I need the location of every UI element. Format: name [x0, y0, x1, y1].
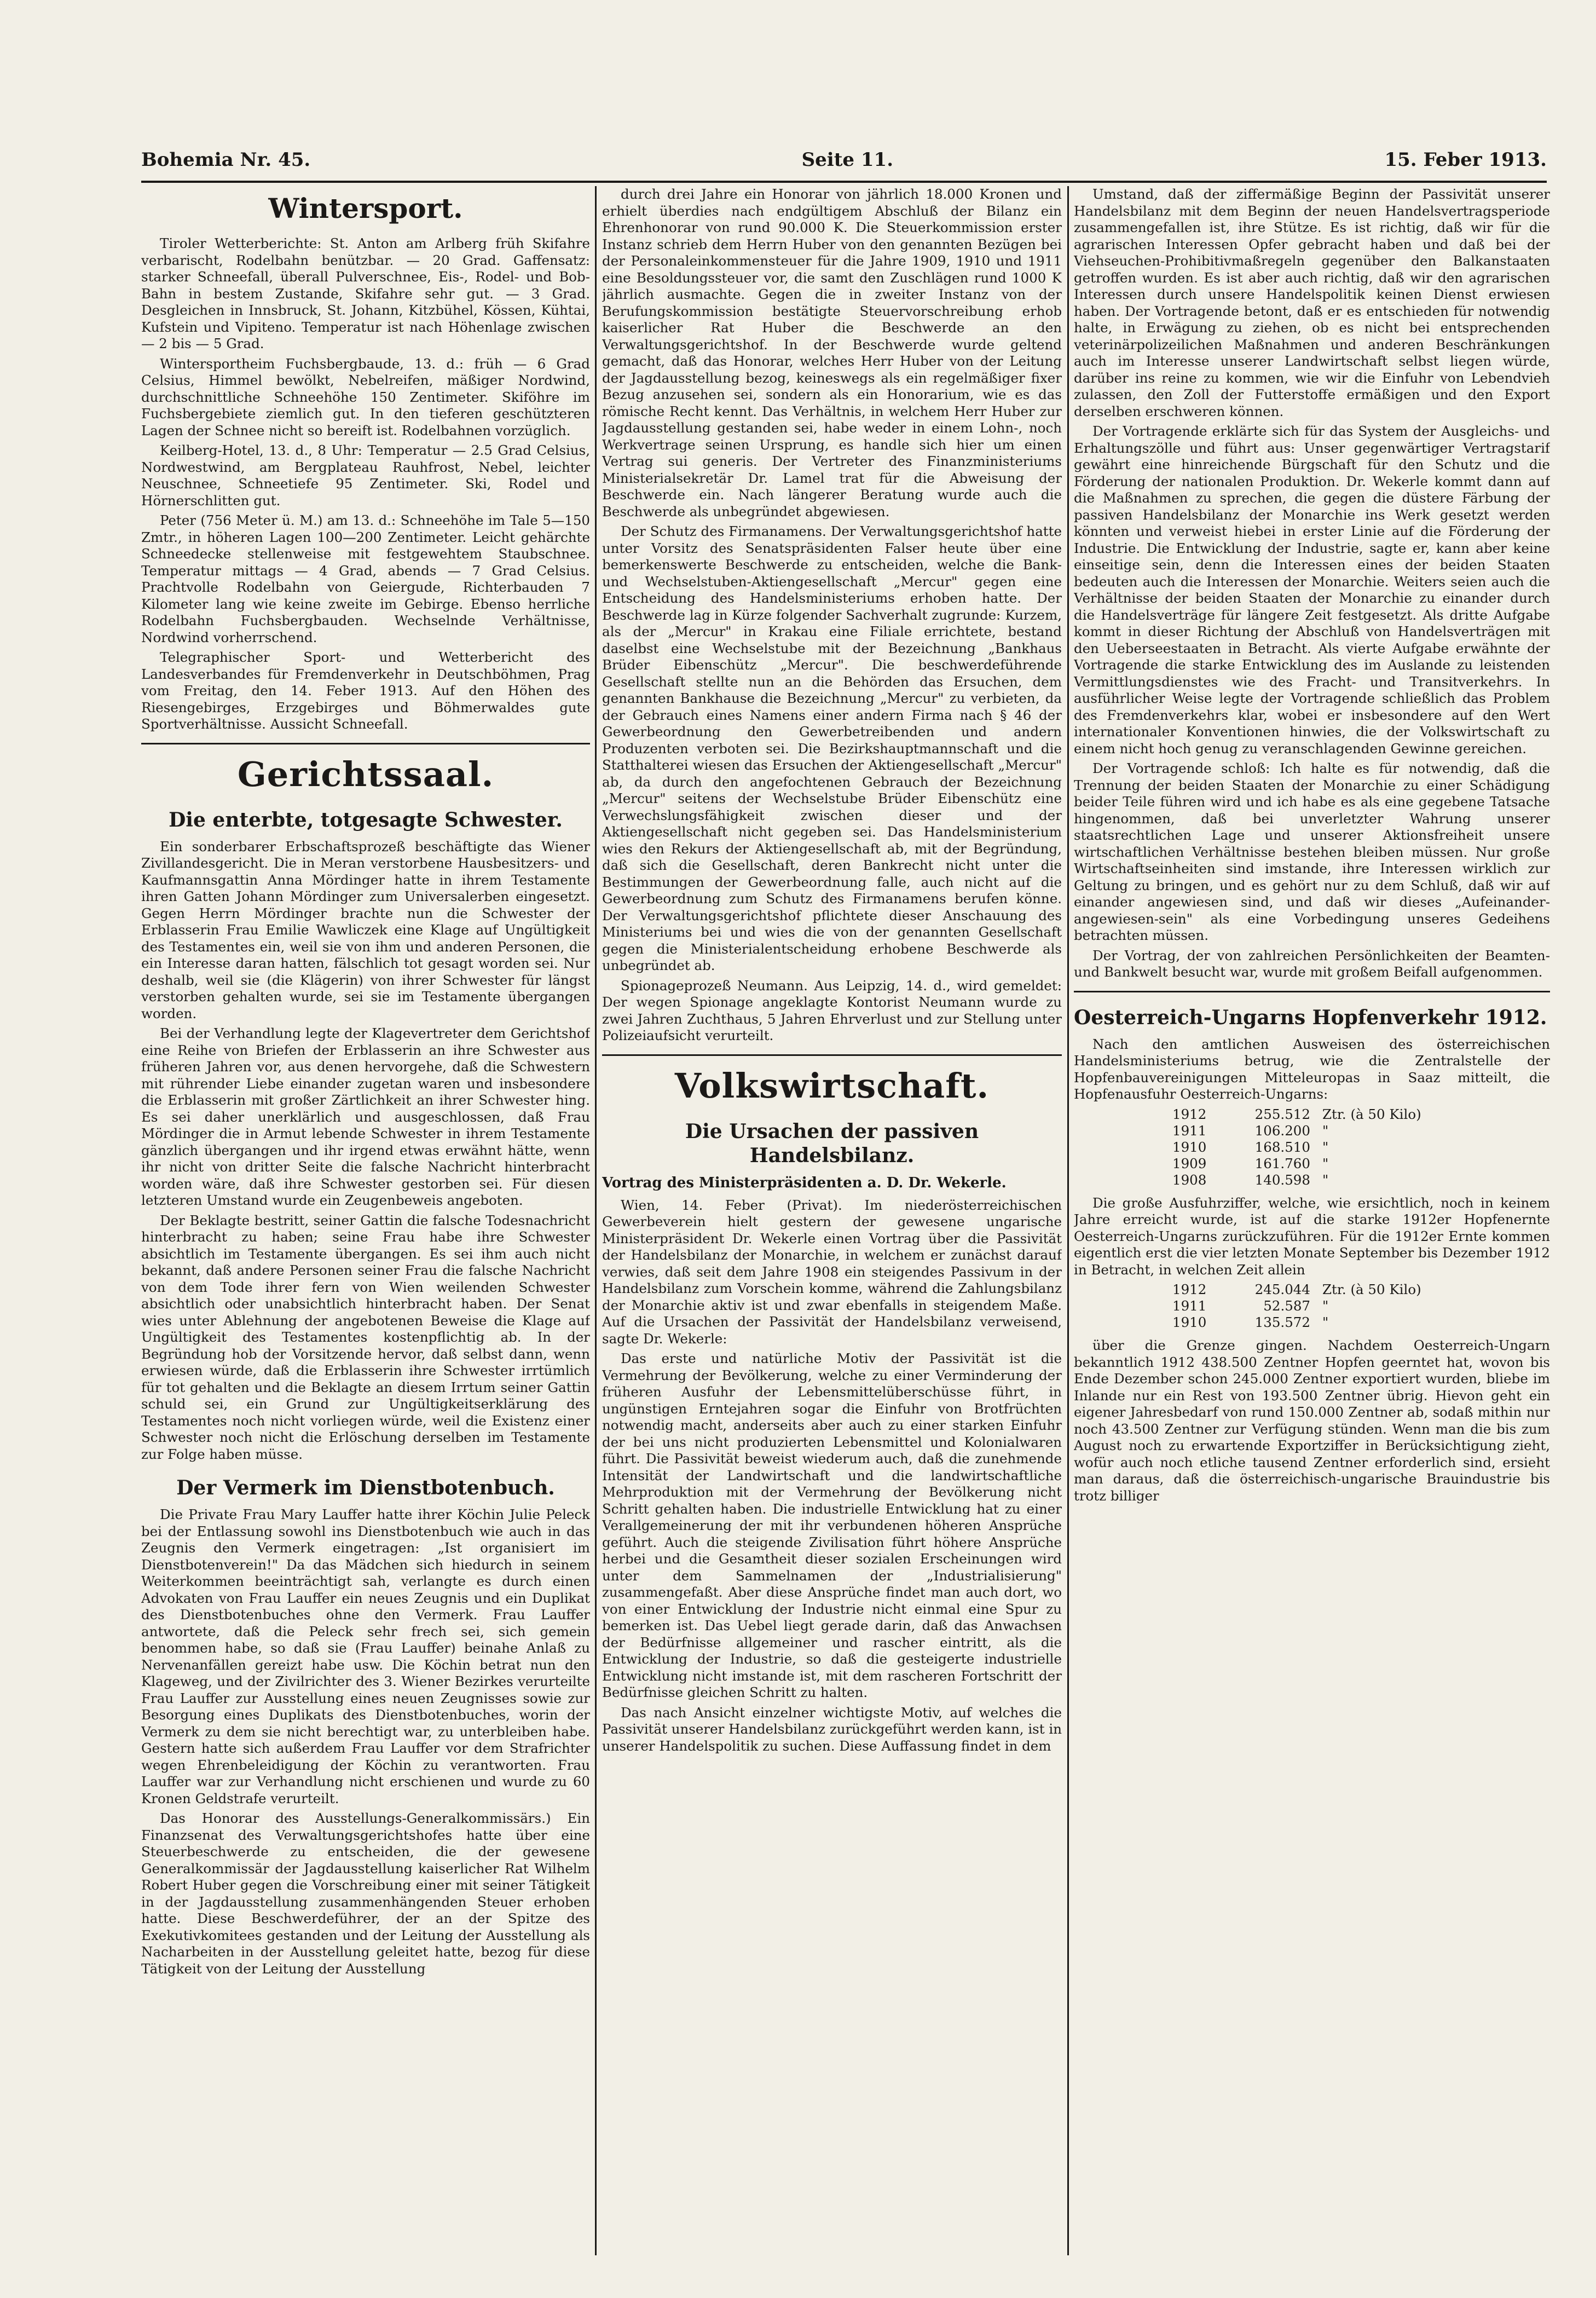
paragraph: Keilberg-Hotel, 13. d., 8 Uhr: Temperatur — 2.5 Grad Celsius, Nordwestwind, am Bergplateau Rauhfrost, Nebel, leichter Neuschnee, Schneetiefe 95 Zentimeter. Ski, Rodel und Hörnerschlitten gut.	[141, 442, 590, 509]
header-rule	[141, 181, 1547, 183]
section-title-volkswirtschaft: Volkswirtschaft.	[674, 1065, 990, 1106]
table-unit: "	[1322, 1298, 1329, 1314]
table-year: 1909	[1172, 1155, 1207, 1171]
column-divider	[1067, 186, 1069, 2255]
paragraph: Telegraphischer Sport- und Wetterbericht des Landesverbandes für Fremdenverkehr in Deutschböhmen, Prag vom Freitag, den 14. Feber 1913. Auf den Höhen des Riesengebirges, Erzgebirges und Böhmerwaldes gute Sportverhältnisse. Aussicht Schneefall.	[141, 649, 590, 732]
table-value: 135.572	[1254, 1314, 1310, 1330]
article-title: Der Vermerk im Dienstbotenbuch.	[176, 1476, 555, 1499]
table-row	[1172, 1106, 1550, 1123]
table-value: 106.200	[1254, 1122, 1310, 1139]
table-unit: "	[1322, 1139, 1329, 1155]
paragraph: Das Honorar des Ausstellungs-Generalkommissärs.) Ein Finanzsenat des Verwaltungsgerichtshofes hatte über eine Steuerbeschwerde zu entscheiden, die der gewesene Generalkommissär der Jagdausstellung kaiserlicher Rat Wilhelm Robert Huber gegen die Vorschreibung einer mit seiner Tätigkeit in der Jagdausstellung zusammenhängenden Steuer erhoben hatte. Diese Beschwerdeführer, der an der Spitze des Exekutivkomitees gestanden und der Leitung der Ausstellung als Nacharbeiten in der Ausstellung geleitet hatte, bezog für diese Tätigkeit von der Leitung der Ausstellung	[141, 1810, 590, 1977]
table-value: 245.044	[1254, 1281, 1310, 1297]
section-title-gerichtssaal: Gerichtssaal.	[237, 754, 494, 794]
table-year: 1911	[1172, 1298, 1207, 1314]
paragraph: über die Grenze gingen. Nachdem Oesterreich-Ungarn bekanntlich 1912 438.500 Zentner Hopfen geerntet hat, wovon bis Ende Dezember schon 245.000 Zentner exportiert wurden, bliebe im Inlande nur ein Rest von 193.500 Zentner übrig. Hievon geht ein eigener Jahresbedarf von rund 150.000 Zentner ab, sodaß mithin nur noch 43.500 Zentner zur Verfügung stünden. Wenn man die bis zum August noch zu erwartende Exportziffer in Berücksichtigung zieht, wofür auch noch etliche tausend Zentner erforderlich sind, ersieht man daraus, daß die österreichisch-ungarische Brauindustrie bis trotz billiger	[1074, 1337, 1550, 1504]
table-year: 1912	[1172, 1281, 1207, 1297]
section-rule	[602, 1054, 1062, 1056]
article-subtitle: Vortrag des Ministerpräsidenten a. D. Dr. Wekerle.	[602, 1174, 1007, 1191]
paragraph: Das erste und natürliche Motiv der Passivität ist die Vermehrung der Bevölkerung, welche zu einer Verminderung der früheren Ausfuhr der Lebensmittelüberschüsse führt, in ungünstigen Erntejahren sogar die Einfuhr von Brotfrüchten notwendig macht, anderseits aber auch zu einer starken Einfuhr der bei uns nicht produzierten Lebensmittel und Kolonialwaren führt. Die Passivität beweist wiederum auch, daß die zunehmende Intensität der Landwirtschaft und die landwirtschaftliche Mehrproduktion mit der Vermehrung der Bevölkerung nicht Schritt gehalten haben. Die industrielle Entwicklung hat zu einer Verallgemeinerung der mit ihr verbundenen höheren Ansprüche geführt. Auch die steigende Zivilisation führt höhere Ansprüche herbei und die Gesamtheit dieser sozialen Erscheinungen wird unter dem Sammelnamen der „Industrialisierung" zusammengefaßt. Aber diese Ansprüche findet man auch dort, wo von einer Entwicklung der Industrie nicht einmal eine Spur zu bemerken ist. Das Uebel liegt gerade darin, daß das Anwachsen der Bedürfnisse allgemeiner und rascher eintritt, als die Entwicklung der Industrie, so daß die gesteigerte industrielle Entwicklung nicht imstande ist, mit dem rascheren Fortschritt der Bedürfnisse gleichen Schritt zu halten.	[602, 1350, 1062, 1700]
table-year: 1910	[1172, 1314, 1207, 1330]
section-rule	[1074, 991, 1550, 992]
table-row	[1172, 1156, 1550, 1172]
paragraph: Das nach Ansicht einzelner wichtigste Motiv, auf welches die Passivität unserer Handelsbilanz zurückgeführt werden kann, ist in unserer Handelspolitik zu suchen. Diese Auffassung findet in dem	[602, 1704, 1062, 1754]
table-unit: "	[1322, 1171, 1329, 1188]
table-row	[1172, 1139, 1550, 1156]
paragraph: Der Vortragende schloß: Ich halte es für notwendig, daß die Trennung der beiden Staaten der Monarchie zu einer Schädigung beider Teile führen wird und ich habe es als eine gegebene Tatsache hingenommen, daß bei unverletzter Wahrung unserer staatsrechtlichen Lage und unserer Aktionsfreiheit unsere wirtschaftlichen Verhältnisse bestehen bleiben müssen. Nur große Wirtschaftseinheiten sind imstande, ihre Interessen wirklich zur Geltung zu bringen, und es gehört nur zu dem Schluß, daß wir auf einander angewiesen sind, und daß wir dieses „Aufeinander-angewiesen-sein" als eine Vorbedingung unseres Gedeihens betrachten müssen.	[1074, 760, 1550, 943]
table-row	[1172, 1314, 1550, 1331]
header-issue: Bohemia Nr. 45.	[141, 149, 311, 171]
column-3	[1074, 186, 1550, 2255]
paragraph: Spionageprozeß Neumann. Aus Leipzig, 14. d., wird gemeldet: Der wegen Spionage angeklagte Kontorist Neumann wurde zu zwei Jahren Zuchthaus, 5 Jahren Ehrverlust und zur Stellung unter Polizeiaufsicht verurteilt.	[602, 977, 1062, 1043]
paragraph: Der Schutz des Firmanamens. Der Verwaltungsgerichtshof hatte unter Vorsitz des Senatspräsidenten Falser heute über eine bemerkenswerte Beschwerde zu entscheiden, welche die Bank- und Wechselstuben-Aktiengesellschaft „Mercur" gegen eine Entscheidung des Handelsministeriums erhoben hatte. Der Beschwerde lag in Kürze folgender Sachverhalt zugrunde: Kurzem, als der „Mercur" in Krakau eine Filiale errichtete, bestand daselbst eine Wechselstube mit der Bezeichnung „Bankhaus Brüder Eibenschütz „Mercur". Die beschwerdeführende Gesellschaft stellte nun an die Behörden das Ersuchen, dem genannten Bankhause die Bezeichnung „Mercur" zu verbieten, da der Gebrauch eines Namens einer andern Firma nach § 46 der Gewerbeordnung den Gewerbetreibenden und andern Produzenten verboten sei. Die Bezirkshauptmannschaft und die Statthalterei wiesen das Ersuchen der Aktiengesellschaft „Mercur" ab, da durch den angefochtenen Gebrauch der Bezeichnung „Mercur" seitens der Wechselstube Brüder Eibenschütz eine Verwechslungsfähigkeit zwischen dieser und der Aktiengesellschaft nicht gegeben sei. Das Handelsministerium wies den Rekurs der Aktiengesellschaft ab, mit der Begründung, daß sich die Gesellschaft, deren Bankrecht nicht unter die Bestimmungen der Gewerbeordnung falle, auch nicht auf die Gewerbeordnung zum Schutz des Firmanamens berufen könne. Der Verwaltungsgerichtshof pflichtete dieser Anschauung des Ministeriums bei und wies die von der genannten Gesellschaft gegen die Ministerialentscheidung erhobene Beschwerde als unbegründet ab.	[602, 523, 1062, 973]
table-row	[1172, 1172, 1550, 1188]
article-title: Die enterbte, totgesagte Schwester.	[169, 808, 563, 832]
column-divider	[595, 186, 597, 2255]
table-unit: Ztr. (à 50 Kilo)	[1322, 1106, 1421, 1122]
table-year: 1911	[1172, 1122, 1207, 1139]
paragraph: Bei der Verhandlung legte der Klagevertreter dem Gerichtshof eine Reihe von Briefen der Erblasserin an ihre Schwester aus früheren Jahren vor, aus denen hervorgehe, daß die Schwestern mit rührender Liebe einander zugetan waren und insbesondere die Erblasserin mit großer Zärtlichkeit an ihrer Schwester hing. Es sei daher unerklärlich und ausgeschlossen, daß Frau Mördinger die in Armut lebende Schwester in ihrem Testamente gänzlich übergangen und ihr irgend etwas erwähnt hätte, wenn ihr nicht von dritter Seite die falsche Nachricht hinterbracht worden wäre, daß ihre Schwester gestorben sei. Für diesen letzteren Umstand wurde ein Zeugenbeweis angeboten.	[141, 1025, 590, 1208]
table-year: 1912	[1172, 1106, 1207, 1122]
table-value: 52.587	[1263, 1298, 1310, 1314]
table-value: 255.512	[1254, 1106, 1310, 1122]
table-year: 1910	[1172, 1139, 1207, 1155]
table-row	[1172, 1298, 1550, 1314]
table-value: 168.510	[1254, 1139, 1310, 1155]
paragraph: Der Beklagte bestritt, seiner Gattin die falsche Todesnachricht hinterbracht zu haben; seine Frau habe ihre Schwester absichtlich im Testamente übergangen. Es sei ihm auch nicht bekannt, daß andere Personen seiner Frau die falsche Nachricht von dem Tode ihrer fern von Wien weilenden Schwester absichtlich oder unabsichtlich hinterbracht haben. Der Senat wies unter Ablehnung der angebotenen Beweise die Klage auf Ungültigkeit des Testamentes kostenpflichtig ab. In der Begründung hob der Vorsitzende hervor, daß selbst dann, wenn erwiesen würde, daß die Erblasserin ihre Schwester irrtümlich für tot gehalten und die Beklagte an diesem Irrtum seiner Gattin schuld sei, ein Grund zur Ungültigkeitserklärung des Testamentes noch nicht vorliegen würde, weil die Existenz einer Schwester noch nicht die Erlöschung derselben im Testamente zur Folge haben müsse.	[141, 1212, 590, 1462]
header-page-number: Seite 11.	[801, 149, 894, 171]
article-title: Die Ursachen der passiven Handelsbilanz.	[685, 1119, 979, 1167]
paragraph: Der Vortragende erklärte sich für das System der Ausgleichs- und Erhaltungszölle und führt aus: Unser gegenwärtiger Vertragstarif gewährt eine hinreichende Bürgschaft für den Schutz und die Förderung der nationalen Produktion. Dr. Wekerle kommt dann auf die Maßnahmen zu sprechen, die gegen die düstere Färbung der passiven Handelsbilanz der Monarchie ins Werk gesetzt werden könnten und verweist hiebei in erster Linie auf die Förderung der Industrie. Die Entwicklung der Industrie, sagte er, kann aber keine einseitige sein, denn die Interessen eines der beiden Staaten bedeuten auch die Interessen der Monarchie. Weiters seien auch die Verhältnisse der beiden Staaten der Monarchie zu einander durch die Handelsverträge für längere Zeit festgesetzt. Als dritte Aufgabe kommt in dieser Richtung der Abschluß von Handelsverträgen mit den Ueberseestaaten in Betracht. Als vierte Aufgabe erwähnte der Vortragende die starke Entwicklung des im Auslande zu leistenden Vermittlungsdienstes wie des Fracht- und Transitverkehrs. In ausführlicher Weise legte der Vortragende schließlich das Problem des Fremdenverkehrs klar, wobei er insbesondere auf den Wert internationaler Konventionen hinwies, die der Volkswirtschaft zu einem nicht hoch genug zu veranschlagenden Gewinne gereichen.	[1074, 423, 1550, 757]
table-value: 161.760	[1254, 1155, 1310, 1171]
paragraph: Wien, 14. Feber (Privat). Im niederösterreichischen Gewerbeverein hielt gestern der gewesene ungarische Ministerpräsident Dr. Wekerle einen Vortrag über die Passivität der Handelsbilanz der Monarchie, in welchem er zunächst darauf verwies, daß seit dem Jahre 1908 ein steigendes Passivum in der Handelsbilanz zum Vorschein komme, während die Zahlungsbilanz der Monarchie aktiv ist und zwar ebenfalls in steigendem Maße. Auf die Ursachen der Passivität der Handelsbilanz verweisend, sagte Dr. Wekerle:	[602, 1197, 1062, 1347]
paragraph: Peter (756 Meter ü. M.) am 13. d.: Schneehöhe im Tale 5—150 Zmtr., in höheren Lagen 100—200 Zentimeter. Leicht gehärchte Schneedecke stellenweise mit festgewehtem Staubschnee. Temperatur mittags — 4 Grad, abends — 7 Grad Celsius. Prachtvolle Rodelbahn von Geiergude, Richterbauden 7 Kilometer lang wie keine zweite im Gebirge. Ebenso herrliche Rodelbahn Fuchsbergbauden. Wechselnde Verhältnisse, Nordwind vorherrschend.	[141, 512, 590, 645]
paragraph: Umstand, daß der ziffermäßige Beginn der Passivität unserer Handelsbilanz mit dem Beginn der neuen Handelsvertragsperiode zusammengefallen ist, ihre Stütze. Es ist richtig, daß wir für die agrarischen Interessen Opfer gebracht haben und daß bei der Viehseuchen-Prohibitivmaßregeln gegenüber den Balkanstaaten getroffen wurden. Es ist aber auch richtig, daß wir den agrarischen Interessen durch unsere Handelspolitik keinen Dienst erwiesen haben. Der Vortragende betont, daß er es entschieden für notwendig halte, in Erwägung zu ziehen, ob es nicht bei entsprechenden veterinärpolizeilichen Maßnahmen und anderen Beschränkungen auch im Interesse unserer Landwirtschaft selbst liegen würde, darüber ins reine zu kommen, wie wir die Einfuhr von Lebendvieh zulassen, den Zoll der Futterstoffe ermäßigen und den Export derselben erschweren können.	[1074, 186, 1550, 419]
table-row	[1172, 1281, 1550, 1298]
column-2	[602, 186, 1062, 2255]
column-1	[141, 186, 590, 2255]
table-unit: Ztr. (à 50 Kilo)	[1322, 1281, 1421, 1297]
table-unit: "	[1322, 1155, 1329, 1171]
paragraph: Die Private Frau Mary Lauffer hatte ihrer Köchin Julie Peleck bei der Entlassung sowohl ins Dienstbotenbuch wie auch in das Zeugnis den Vermerk eingetragen: „Ist organisiert im Dienstbotenverein!" Da das Mädchen sich hiedurch in seinem Weiterkommen beeinträchtigt sah, verlangte es durch einen Advokaten von Frau Lauffer ein neues Zeugnis und ein Duplikat des Dienstbotenbuches ohne den Vermerk. Frau Lauffer antwortete, daß die Peleck sehr frech sei, sich gemein benommen habe, so daß sie (Frau Lauffer) beinahe Anlaß zu Nervenanfällen gereizt habe usw. Die Köchin betrat nun den Klageweg, und der Zivilrichter des 3. Wiener Bezirkes verurteilte Frau Lauffer zur Ausstellung eines neuen Zeugnisses sowie zur Besorgung eines Duplikats des Dienstbotenbuches, worin der Vermerk zu dem sie nicht berechtigt war, zu unterbleiben habe. Gestern hatte sich außerdem Frau Lauffer vor dem Strafrichter wegen Ehrenbeleidigung der Köchin zu verantworten. Frau Lauffer war zur Verhandlung nicht erschienen und wurde zu 60 Kronen Geldstrafe verurteilt.	[141, 1506, 590, 1806]
table-unit: "	[1322, 1314, 1329, 1330]
paragraph: durch drei Jahre ein Honorar von jährlich 18.000 Kronen und erhielt überdies nach endgültigem Abschluß der Bilanz ein Ehrenhonorar von rund 90.000 K. Die Steuerkommission erster Instanz schrieb dem Herrn Huber von den genannten Bezügen bei der Personaleinkommensteuer für die Jahre 1909, 1910 und 1911 eine Besoldungssteuer vor, die samt den Zuschlägen rund 1000 K jährlich ausmachte. Gegen die in zweiter Instanz von der Berufungskommission bestätigte Steuervorschreibung erhob kaiserlicher Rat Huber die Beschwerde an den Verwaltungsgerichtshof. In der Beschwerde wurde geltend gemacht, daß das Honorar, welches Herr Huber von der Leitung der Jagdausstellung bezog, keineswegs als ein regelmäßiger fixer Bezug anzusehen sei, sondern als ein Honorarium, wie es das römische Recht kennt. Das Verhältnis, in welchem Herr Huber zur Jagdausstellung gestanden sei, habe weder in einem Lohn-, noch Werkvertrage seinen Ursprung, es handle sich hier um einen Vertrag sui generis. Der Vertreter des Finanzministeriums Ministerialsekretär Dr. Lamel trat für die Abweisung der Beschwerde ein. Nach längerer Beratung wurde auch die Beschwerde als unbegründet abgewiesen.	[602, 186, 1062, 519]
article-title: Oesterreich-Ungarns Hopfenverkehr 1912.	[1074, 1006, 1547, 1029]
table-year: 1908	[1172, 1171, 1207, 1188]
paragraph: Wintersportheim Fuchsbergbaude, 13. d.: früh — 6 Grad Celsius, Himmel bewölkt, Nebelreifen, mäßiger Nordwind, durchschnittliche Schneehöhe 150 Zentimeter. Skiföhre im Fuchsbergebiete ziemlich gut. In den tieferen geschützteren Lagen der Schnee nicht so bereift ist. Rodelbahnen vorzüglich.	[141, 355, 590, 438]
paragraph: Ein sonderbarer Erbschaftsprozeß beschäftigte das Wiener Zivillandesgericht. Die in Meran verstorbene Hausbesitzers- und Kaufmannsgattin Anna Mördinger hatte in ihrem Testamente ihren Gatten Johann Mördinger zum Universalerben eingesetzt. Gegen Herrn Mördinger brachte nun die Schwester der Erblasserin Frau Emilie Wawliczek eine Klage auf Ungültigkeit des Testamentes ein, weil sie von ihm und anderen Personen, die ein Interesse daran hatten, fälschlich tot gesagt worden sei. Nur deshalb, weil sie (die Klägerin) von ihrer Schwester für längst verstorben gehalten wurde, sei sie im Testamente übergangen worden.	[141, 838, 590, 1021]
hop-export-table-late	[1172, 1281, 1550, 1331]
table-value: 140.598	[1254, 1171, 1310, 1188]
paragraph: Die große Ausfuhrziffer, welche, wie ersichtlich, noch in keinem Jahre erreicht wurde, ist auf die starke 1912er Hopfenernte Oesterreich-Ungarns zurückzuführen. Für die 1912er Ernte kommen eigentlich erst die vier letzten Monate September bis Dezember 1912 in Betracht, in welchen Zeit allein	[1074, 1194, 1550, 1278]
table-row	[1172, 1123, 1550, 1139]
section-title-wintersport: Wintersport.	[268, 192, 463, 224]
hop-export-table	[1172, 1106, 1550, 1188]
table-unit: "	[1322, 1122, 1329, 1139]
page-header	[141, 143, 1547, 176]
paragraph: Nach den amtlichen Ausweisen des österreichischen Handelsministeriums betrug, wie die Zentralstelle der Hopfenbauvereinigungen Mitteleuropas in Saaz mitteilt, die Hopfenausfuhr Oesterreich-Ungarns:	[1074, 1036, 1550, 1102]
section-rule	[141, 743, 590, 744]
header-date: 15. Feber 1913.	[1384, 149, 1547, 171]
wintersport-text	[141, 235, 590, 733]
paragraph: Der Vortrag, der von zahlreichen Persönlichkeiten der Beamten- und Bankwelt besucht war, wurde mit großem Beifall aufgenommen.	[1074, 947, 1550, 980]
paragraph: Tiroler Wetterberichte: St. Anton am Arlberg früh Skifahre verbarischt, Rodelbahn benützbar. — 20 Grad. Gaffensatz: starker Schneefall, überall Pulverschnee, Eis-, Rodel- und Bob-Bahn in bestem Zustande, Skifahre sehr gut. — 3 Grad. Desgleichen in Innsbruck, St. Johann, Kitzbühel, Kössen, Kühtai, Kufstein und Vipiteno. Temperatur ist nach Höhenlage zwischen — 2 bis — 5 Grad.	[141, 235, 590, 351]
